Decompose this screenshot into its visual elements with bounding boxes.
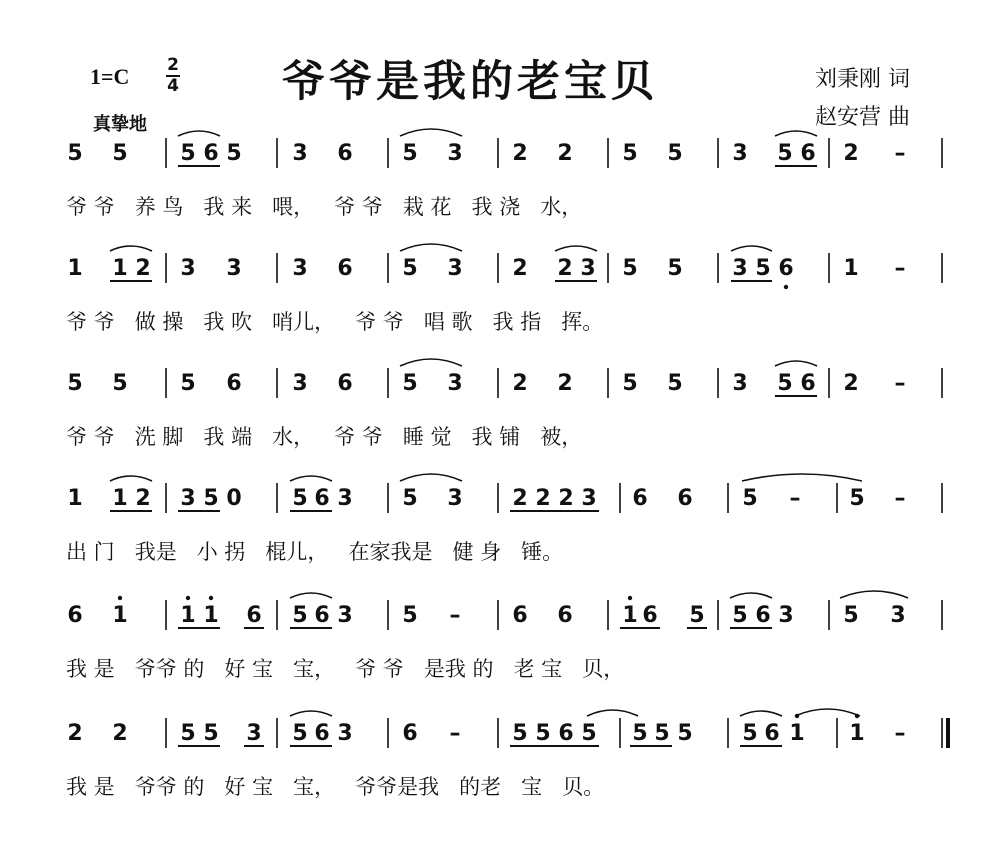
octave-dot [209, 596, 213, 600]
note: 5 [581, 721, 597, 746]
note: 2 [535, 486, 551, 511]
note: 2 [512, 141, 528, 166]
note: 6 [314, 486, 330, 511]
note: 3 [292, 371, 308, 396]
lyrics-line: 我 是 爷爷 的 好 宝 宝， 爷 爷 是我 的 老 宝 贝， [66, 657, 625, 681]
note: 2 [67, 721, 83, 746]
note: 6 [764, 721, 780, 746]
note: 6 [337, 371, 353, 396]
note: 3 [180, 486, 196, 511]
note: 2 [112, 721, 128, 746]
time-numerator: 2 [167, 55, 179, 75]
note: 3 [292, 141, 308, 166]
lyricist-credit: 刘秉刚 词 [815, 67, 910, 92]
note: 5 [622, 371, 638, 396]
slur [775, 361, 817, 366]
note: 3 [337, 603, 353, 628]
note: 6 [337, 256, 353, 281]
note: 5 [755, 256, 771, 281]
note: 5 [777, 371, 793, 396]
note: 3 [732, 141, 748, 166]
note: 2 [557, 256, 573, 281]
note: 1 [112, 256, 128, 281]
note: 2 [843, 141, 859, 166]
note: 3 [581, 486, 597, 511]
note: 5 [622, 141, 638, 166]
lyrics-line: 爷 爷 做 操 我 吹 哨儿， 爷 爷 唱 歌 我 指 挥。 [66, 310, 604, 334]
note: 1 [180, 603, 196, 628]
lyrics-line: 爷 爷 洗 脚 我 端 水， 爷 爷 睡 觉 我 铺 被， [66, 425, 583, 449]
note: 5 [777, 141, 793, 166]
note: 5 [512, 721, 528, 746]
note: 5 [402, 603, 418, 628]
note: 6 [314, 603, 330, 628]
note: 3 [337, 721, 353, 746]
note: 2 [512, 256, 528, 281]
note: 1 [112, 603, 128, 628]
note: 1 [843, 256, 859, 281]
note: 6 [800, 141, 816, 166]
composer-credit: 赵安营 曲 [815, 105, 910, 130]
note: 3 [580, 256, 596, 281]
note: 3 [732, 371, 748, 396]
note: 5 [667, 371, 683, 396]
note: 5 [180, 721, 196, 746]
note: 5 [292, 486, 308, 511]
note: 5 [112, 141, 128, 166]
note: 3 [337, 486, 353, 511]
note: 6 [800, 371, 816, 396]
note: – [449, 721, 461, 746]
note: 3 [246, 721, 262, 746]
note: – [894, 486, 906, 511]
note: 5 [292, 603, 308, 628]
slur [290, 593, 332, 598]
note: 6 [337, 141, 353, 166]
note: 5 [180, 371, 196, 396]
note: 3 [292, 256, 308, 281]
note: 6 [314, 721, 330, 746]
note: – [894, 141, 906, 166]
note: 5 [667, 141, 683, 166]
slur [400, 359, 462, 366]
note: 5 [654, 721, 670, 746]
note: – [449, 603, 461, 628]
note: 5 [689, 603, 705, 628]
slur [400, 129, 462, 136]
note: 5 [849, 486, 865, 511]
note: 1 [67, 486, 83, 511]
note: 3 [890, 603, 906, 628]
note: 6 [558, 721, 574, 746]
note: 2 [558, 486, 574, 511]
note: 5 [402, 486, 418, 511]
note: 5 [292, 721, 308, 746]
note: 6 [67, 603, 83, 628]
note: 6 [677, 486, 693, 511]
note: 5 [112, 371, 128, 396]
note: 2 [512, 486, 528, 511]
slur [795, 709, 860, 716]
note: 6 [632, 486, 648, 511]
note: 1 [849, 721, 865, 746]
note: 6 [246, 603, 262, 628]
slur [775, 131, 817, 136]
slur [400, 244, 462, 251]
note: 5 [677, 721, 693, 746]
note: 6 [755, 603, 771, 628]
note: 3 [732, 256, 748, 281]
tempo-marking: 真挚地 [93, 114, 147, 135]
note: 5 [402, 371, 418, 396]
note: 2 [843, 371, 859, 396]
note: 1 [622, 603, 638, 628]
song-title: 爷爷是我的老宝贝 [282, 57, 658, 107]
note: 6 [557, 603, 573, 628]
note: 6 [226, 371, 242, 396]
slur [110, 246, 152, 251]
note: 5 [632, 721, 648, 746]
octave-dot [784, 285, 788, 289]
note: 2 [135, 486, 151, 511]
slur [178, 131, 220, 136]
slur [110, 476, 152, 481]
slur [400, 474, 462, 481]
note: 1 [112, 486, 128, 511]
slur [290, 476, 332, 481]
note: 3 [447, 486, 463, 511]
note: 5 [732, 603, 748, 628]
note: 5 [226, 141, 242, 166]
lyrics-line: 我 是 爷爷 的 好 宝 宝， 爷爷是我 的老 宝 贝。 [66, 775, 605, 799]
note: 6 [402, 721, 418, 746]
slur [731, 246, 772, 251]
lyrics-line: 爷 爷 养 鸟 我 来 喂， 爷 爷 栽 花 我 浇 水， [66, 195, 583, 219]
slur [742, 474, 862, 481]
slur [840, 591, 908, 598]
note: – [894, 721, 906, 746]
note: 5 [843, 603, 859, 628]
note: 5 [742, 721, 758, 746]
time-denominator: 4 [167, 76, 179, 96]
note: 5 [67, 371, 83, 396]
note: 3 [447, 371, 463, 396]
slur [730, 593, 772, 598]
note: 2 [512, 371, 528, 396]
note: 3 [226, 256, 242, 281]
slur [740, 711, 782, 716]
note: 3 [447, 256, 463, 281]
note: – [789, 486, 801, 511]
octave-dot [628, 596, 632, 600]
key-signature: 1=C [90, 64, 130, 89]
note: 5 [402, 256, 418, 281]
note: – [894, 371, 906, 396]
octave-dot [186, 596, 190, 600]
note: 5 [622, 256, 638, 281]
note: 6 [512, 603, 528, 628]
note: 5 [180, 141, 196, 166]
note: 5 [535, 721, 551, 746]
note: 6 [642, 603, 658, 628]
note: 5 [203, 721, 219, 746]
note: 5 [402, 141, 418, 166]
note: 1 [789, 721, 805, 746]
note: 5 [667, 256, 683, 281]
note: 0 [226, 486, 242, 511]
note: 5 [742, 486, 758, 511]
lyrics-line: 出 门 我是 小 拐 棍儿， 在家我是 健 身 锤。 [66, 540, 564, 564]
note: 1 [67, 256, 83, 281]
note: 3 [447, 141, 463, 166]
octave-dot [118, 596, 122, 600]
slur [587, 710, 638, 716]
note: 3 [778, 603, 794, 628]
note: 3 [180, 256, 196, 281]
note: 2 [557, 371, 573, 396]
note: 6 [778, 256, 794, 281]
note: 2 [135, 256, 151, 281]
slur [290, 711, 332, 716]
note: 5 [203, 486, 219, 511]
note: – [894, 256, 906, 281]
slur [555, 246, 597, 251]
note: 6 [203, 141, 219, 166]
note: 5 [67, 141, 83, 166]
note: 2 [557, 141, 573, 166]
note: 1 [203, 603, 219, 628]
